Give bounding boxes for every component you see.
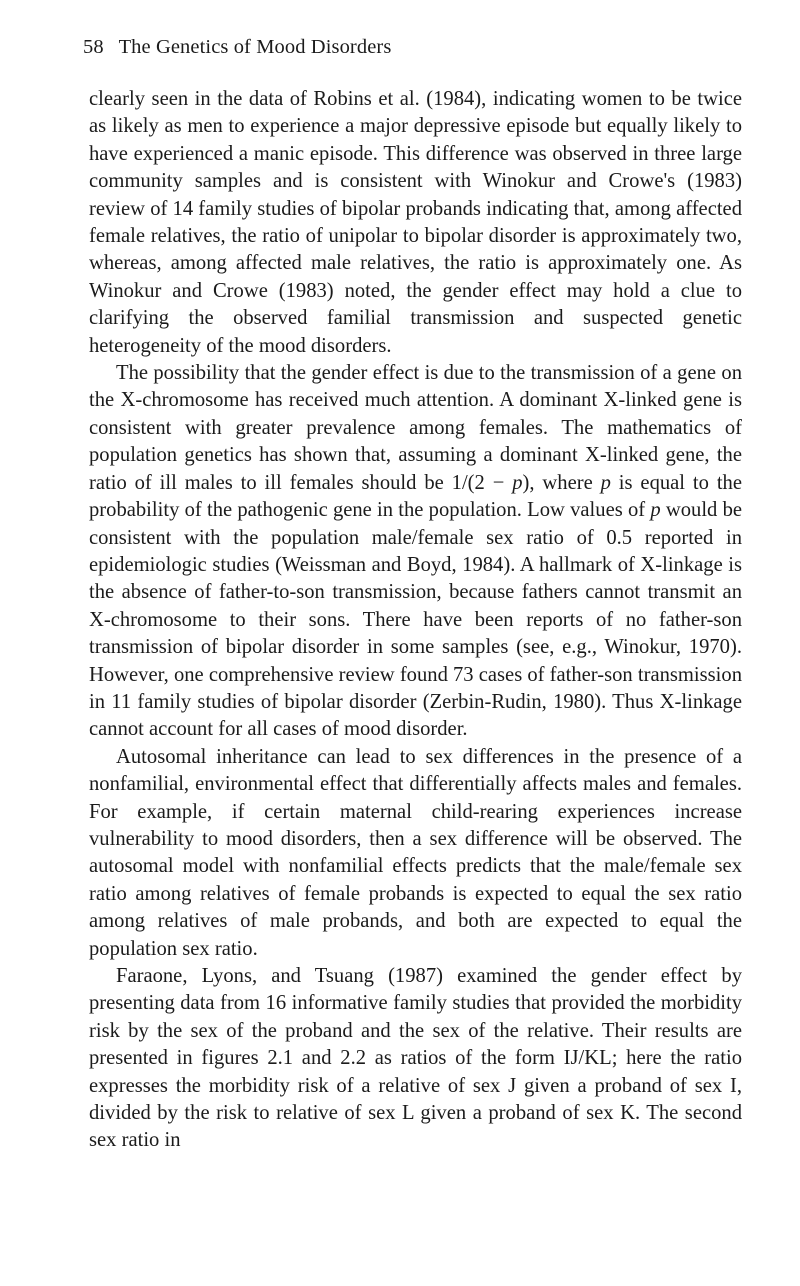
text-run: Faraone, Lyons, and Tsuang (1987) examined the gender effect by presenting data from 16 informative family studies that provided the morbidity risk by the sex of the proband and the sex of the relative. Their results are presented in figures 2.1 and 2.2 as ratios of the form IJ/KL; here the ratio expresses the morbidity risk of a relative of sex J given a proband of sex I, divided by the risk to relative of sex L given a proband of sex K. The second sex ratio in [89,965,742,1152]
text-run: ), where [522,471,601,494]
paragraph [89,360,742,744]
paragraph [89,744,742,963]
running-title: The Genetics of Mood Disorders [118,36,392,58]
paragraph [89,86,742,360]
text-run: is equal to the probability of the pathogenic gene in the population. Low values of [89,471,742,522]
page-number: 58 [83,36,104,58]
text-run: clearly seen in the data of Robins et al. (1984), indicating women to be twice as likely as men to experience a major depressive episode but equally likely to have experienced a manic episode. This difference was observed in three large community samples and is consistent with Winokur and Crowe's (1983) review of 14 family studies of bipolar probands indicating that, among affected female relatives, the ratio of unipolar to bipolar disorder is approximately two, whereas, among affected male relatives, the ratio is approximately one. As Winokur and Crowe (1983) noted, the gender effect may hold a clue to clarifying the observed familial transmission and suspected genetic heterogeneity of the mood disorders. [89,88,742,357]
text-run: Autosomal inheritance can lead to sex differences in the presence of a nonfamilial, environmental effect that differentially affects males and females. For example, if certain maternal child-rearing experiences increase vulnerability to mood disorders, then a sex difference will be observed. The autosomal model with nonfamilial effects predicts that the male/female sex ratio among relatives of female probands is expected to equal the sex ratio among relatives of male probands, and both are expected to equal the population sex ratio. [89,745,742,960]
running-header [83,36,391,59]
text-run: would be consistent with the population male/female sex ratio of 0.5 reported in epidemiologic studies (Weissman and Boyd, 1984). A hallmark of X-linkage is the absence of father-to-son transmission, because fathers cannot transmit an X-chromosome to their sons. There have been reports of no father-son transmission of bipolar disorder in some samples (see, e.g., Winokur, 1970). However, one comprehensive review found 73 cases of father-son transmission in 11 family studies of bipolar disorder (Zerbin-Rudin, 1980). Thus X-linkage cannot account for all cases of mood disorder. [89,499,742,741]
italic-variable: p [512,471,523,494]
body-text [89,86,742,1155]
italic-variable: p [650,499,661,522]
italic-variable: p [600,471,611,494]
paragraph [89,963,742,1155]
text-run: The possibility that the gender effect is due to the transmission of a gene on the X-chromosome has received much attention. A dominant X-linked gene is consistent with greater prevalence among females. The mathematics of population genetics has shown that, assuming a dominant X-linked gene, the ratio of ill males to ill females should be 1/(2 − [89,362,742,494]
